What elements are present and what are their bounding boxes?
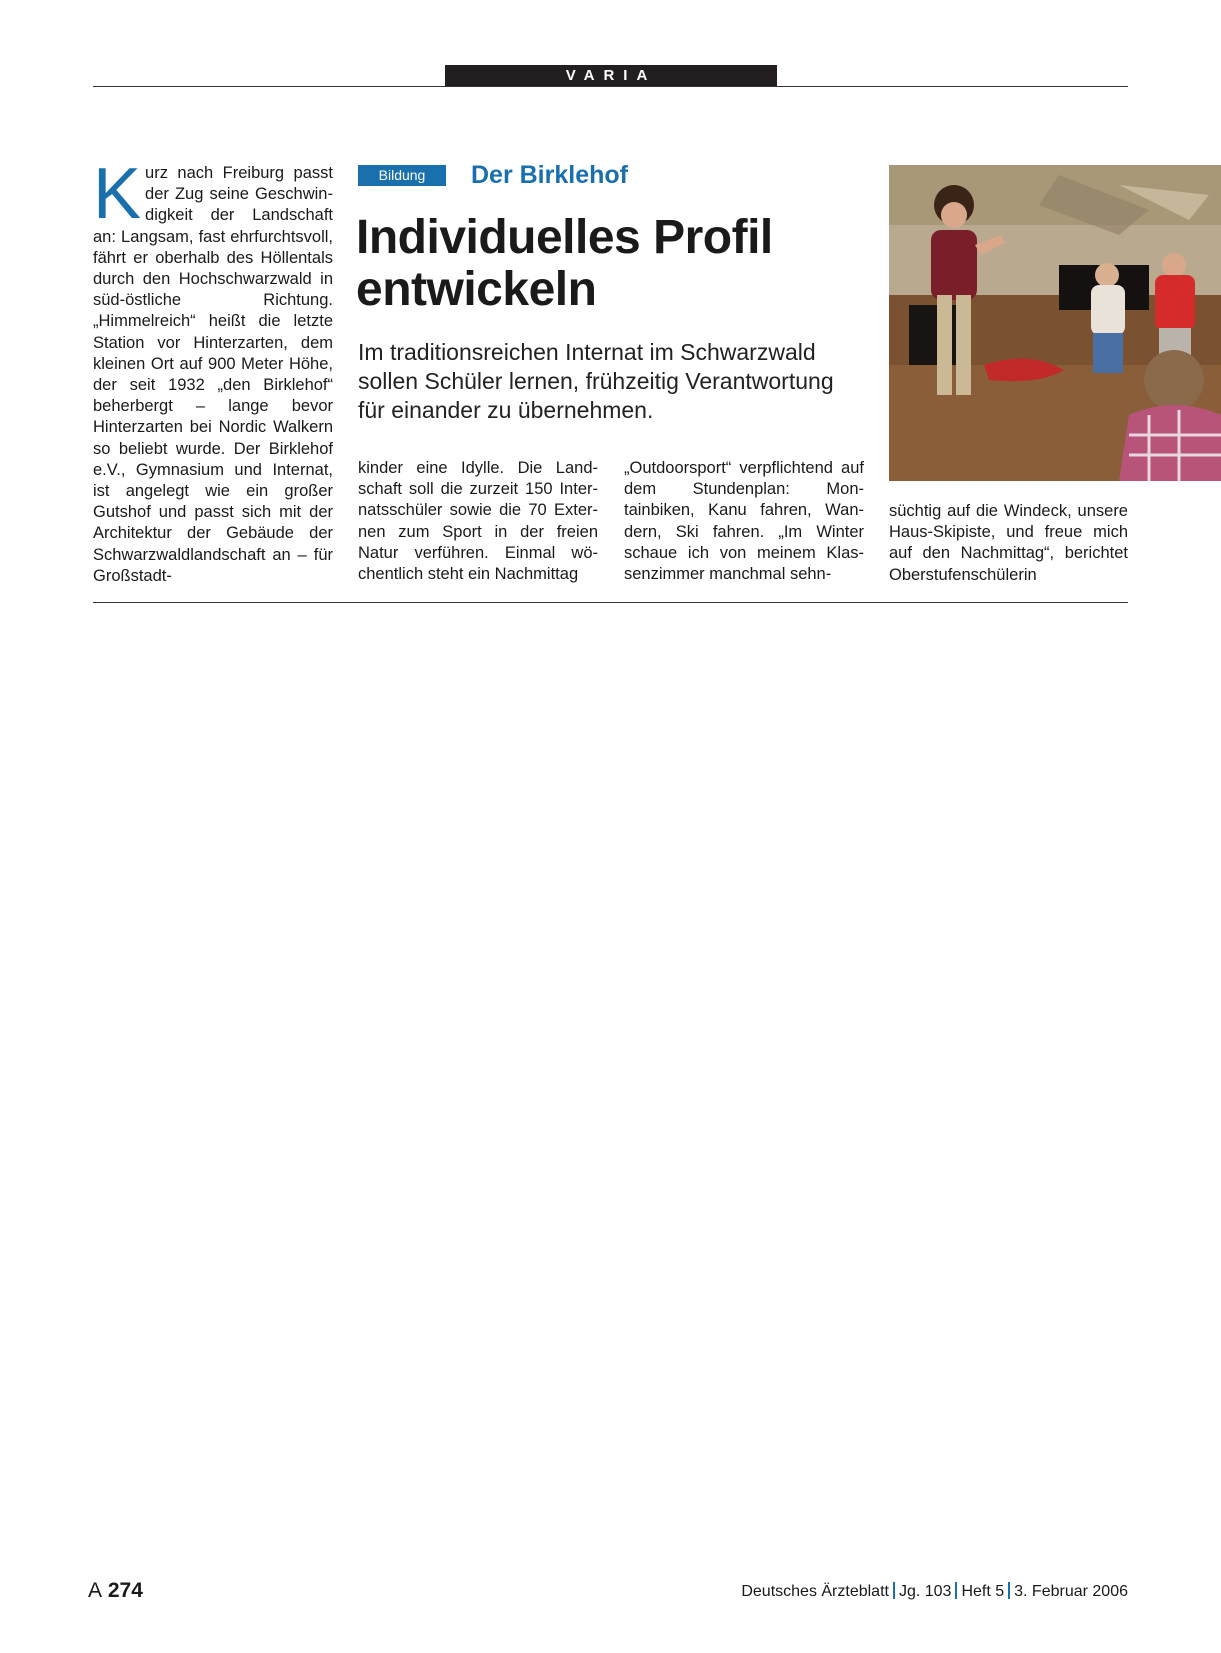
footer-separator bbox=[1008, 1582, 1010, 1599]
page-number-value: 274 bbox=[107, 1579, 143, 1602]
article-lead: Im traditionsreichen Internat im Schwarzwald sollen Schüler lernen, frühzeitig Verantwortung für einander zu übernehmen. bbox=[358, 339, 834, 423]
journal-date: 3. Februar 2006 bbox=[1014, 1583, 1128, 1600]
headline-line-1: Individuelles Profil bbox=[356, 211, 773, 264]
journal-issue: Heft 5 bbox=[961, 1583, 1005, 1600]
article-kicker: Der Birklehof bbox=[471, 161, 628, 189]
article-photo bbox=[889, 165, 1221, 481]
article-column-4 bbox=[889, 501, 1128, 586]
column-1-text bbox=[93, 154, 333, 587]
drop-cap: K bbox=[93, 154, 142, 234]
footer-separator bbox=[955, 1582, 957, 1599]
page-prefix: A bbox=[88, 1579, 103, 1602]
top-rule bbox=[93, 86, 1128, 87]
column-2-text: kinder eine Idylle. Die Landschaft soll die zurzeit 150 Internatsschüler sowie die 70 Externen zum Sport in der freien Natur verführen. Einmal wöchentlich steht ein Nachmittag bbox=[358, 459, 598, 584]
article-column-3 bbox=[624, 458, 864, 585]
column-3-text: „Outdoorsport“ verpflichtend auf dem Stundenplan: Montainbiken, Kanu fahren, Wandern, Ski fahren. „Im Winter schaue ich von meinem Klassenzimmer manchmal sehn- bbox=[624, 459, 864, 584]
journal-volume: Jg. 103 bbox=[898, 1583, 952, 1600]
article-column-1 bbox=[93, 154, 333, 587]
footer-separator bbox=[893, 1582, 895, 1599]
column-1-body: urz nach Freiburg passt der Zug seine Geschwindigkeit der Landschaft an: Langsam, fast ehrfurchtsvoll, fährt er oberhalb des Höllentals durch den Hochschwarzwald in süd-östliche Richtung. „Himmelreich“ heißt die letzte Station vor Hinterzarten, dem kleinen Ort auf 900 Meter Höhe, der seit 1932 „den Birklehof“ beherbergt – lange bevor Hinterzarten bei Nordic Walkern so beliebt wurde. Der Birklehof e.V., Gymnasium und Internat, ist angelegt wie ein großer Gutshof und passt sich mit der Architektur der Gebäude der Schwarzwaldlandschaft an – für Großstadt- bbox=[93, 164, 333, 585]
photo-illustration bbox=[889, 165, 1221, 481]
journal-name: Deutsches Ärzteblatt bbox=[741, 1583, 889, 1600]
section-header bbox=[445, 65, 777, 86]
section-label: VARIA bbox=[565, 67, 657, 84]
column-4-text: süchtig auf die Windeck, unsere Haus-Skipiste, und freue mich auf den Nachmittag“, berichtet Oberstufenschülerin bbox=[889, 502, 1128, 584]
category-tag bbox=[358, 165, 446, 186]
article-headline bbox=[356, 212, 856, 316]
journal-footer bbox=[741, 1581, 1128, 1603]
bottom-rule bbox=[93, 602, 1128, 603]
article-column-2 bbox=[358, 458, 598, 585]
page-number bbox=[88, 1578, 143, 1604]
category-tag-label: Bildung bbox=[378, 167, 426, 183]
headline-line-2: entwickeln bbox=[356, 263, 597, 316]
